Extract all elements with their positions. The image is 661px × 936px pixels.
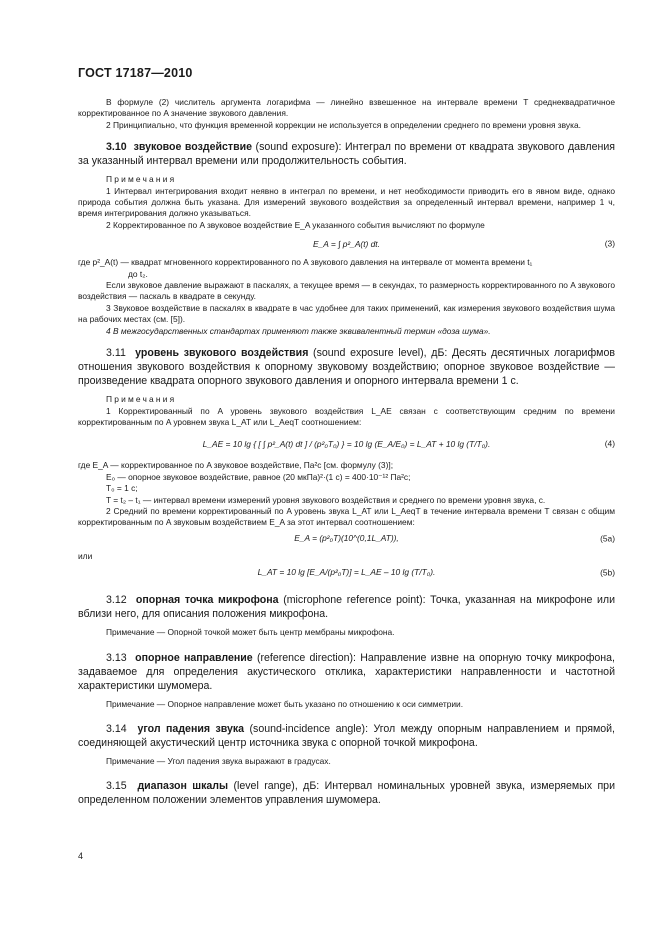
page-content bbox=[78, 97, 615, 807]
formula-4 bbox=[78, 428, 615, 460]
where-3-11-1: где E_A — корректированное по A звуковое воздействие, Па²с [см. формулу (3)]; bbox=[78, 460, 394, 471]
document-header: ГОСТ 17187—2010 bbox=[78, 66, 193, 80]
note-3-10-1: 1 Интервал интегрирования входит неявно в интеграл по времени, и нет необходимости приводить его в явном виде, однако природа события должна быть указана. Для измерений звукового воздействия за определенный интервал времени, например 1 ч, время интегрирования должно указываться. bbox=[78, 185, 615, 219]
note-3-10-2: 2 Корректированное по A звуковое воздействие E_A указанного события вычисляют по формуле bbox=[106, 219, 485, 230]
section-definition: (microphone reference point): Точка, указанная на микрофоне или вблизи него, для описания положения микрофона. bbox=[78, 594, 615, 621]
section-definition: (reference direction): Направление извне на опорную точку микрофона, задаваемое для определения акустического отклика, характеристики направленности и частотной характеристики шумомера. bbox=[78, 651, 615, 692]
section-number: 3.13 bbox=[106, 651, 127, 664]
or-label: или bbox=[78, 550, 93, 561]
section-3-11 bbox=[78, 346, 615, 388]
section-term: опорная точка микрофона bbox=[135, 594, 279, 607]
note-3-13: Примечание — Опорное направление может быть указано по отношению к оси симметрии. bbox=[106, 698, 464, 709]
formula-3 bbox=[78, 231, 615, 257]
where-3-10-1: где p²_A(t) — квадрат мгновенного корректированного по A звукового давления на интервале от момента времени t₁ bbox=[78, 257, 533, 268]
formula-5a-expression: E_A = (p²₀T)(10^(0,1L_AT)), bbox=[294, 533, 399, 544]
formula-4-number: (4) bbox=[604, 438, 615, 449]
page-number: 4 bbox=[78, 851, 84, 861]
section-term: диапазон шкалы bbox=[137, 780, 229, 793]
notes-label: Примечания bbox=[106, 174, 177, 185]
formula-5b-expression: L_AT = 10 lg [E_A/(p²₀T)] = L_AE – 10 lg (T/T₀). bbox=[257, 567, 436, 578]
section-definition: (level range), дБ: Интервал номинальных уровней звука, измеряемых при определенном положении элементов управления шумомера. bbox=[78, 780, 615, 807]
section-3-14 bbox=[78, 722, 615, 750]
note-3-14: Примечание — Угол падения звука выражают в градусах. bbox=[106, 755, 331, 766]
section-3-12 bbox=[78, 593, 615, 621]
section-number: 3.15 bbox=[106, 780, 127, 793]
note-3-10-3: 3 Звуковое воздействие в паскалях в квадрате в час удобнее для таких применений, как измерения звукового воздействия шума на рабочих местах (см. [5]). bbox=[78, 302, 615, 325]
section-term: звуковое воздействие bbox=[133, 141, 253, 154]
intro-note-2: 2 Принципиально, что функция временной коррекции не используется в определении среднего по времени уровня звука. bbox=[106, 119, 581, 130]
note-3-11-2: 2 Средний по времени корректированный по A уровень звука L_AT или L_AeqT в течение интервала времени T связан с общим корректированным по A звуковым воздействием E_A за этот интервал соотношением: bbox=[78, 505, 615, 528]
section-number: 3.10 bbox=[106, 141, 127, 154]
where-3-11-4: T = t₂ – t₁ — интервал времени измерений уровня звукового воздействия и среднего по времени уровня звука, с. bbox=[106, 494, 546, 505]
formula-5b-number: (5b) bbox=[600, 567, 615, 578]
formula-5a-number: (5a) bbox=[600, 533, 615, 544]
where-3-11-2: E₀ — опорное звуковое воздействие, равное (20 мкПа)²·(1 с) = 400·10⁻¹² Па²с; bbox=[106, 471, 411, 482]
formula-5b bbox=[78, 562, 615, 584]
notes-label: Примечания bbox=[106, 394, 177, 405]
section-number: 3.12 bbox=[106, 594, 127, 607]
section-definition: (sound exposure): Интеграл по времени от квадрата звукового давления за указанный интервал времени или продолжительность события. bbox=[78, 141, 615, 168]
section-number: 3.11 bbox=[106, 347, 126, 360]
formula-3-expression: E_A = ∫ p²_A(t) dt. bbox=[313, 238, 380, 249]
formula-3-number: (3) bbox=[604, 238, 615, 249]
note-3-11-1: 1 Корректированный по A уровень звукового воздействия L_AE связан с соответствующим средним по времени корректированным по A уровнем звука L_AT или L_AeqT соотношением: bbox=[78, 405, 615, 427]
where-3-10-2: до t₂. bbox=[128, 268, 148, 279]
section-3-15 bbox=[78, 779, 615, 807]
section-term: уровень звукового воздействия bbox=[135, 347, 309, 360]
note-3-12: Примечание — Опорной точкой может быть центр мембраны микрофона. bbox=[106, 627, 395, 638]
formula-5a bbox=[78, 529, 615, 549]
formula-4-expression: L_AE = 10 lg { [ ∫ p²_A(t) dt ] / (p²₀T₀) } = 10 lg (E_A/E₀) = L_AT + 10 lg (T/T₀). bbox=[202, 438, 491, 449]
note-3-10-4: 4 В межгосударственных стандартах применяют также эквивалентный термин «доза шума». bbox=[106, 325, 491, 336]
section-3-13 bbox=[78, 651, 615, 693]
section-definition: (sound-incidence angle): Угол между опорным направлением и прямой, соединяющей акустический центр источника звука с опорной точкой микрофона. bbox=[78, 722, 615, 749]
section-term: угол падения звука bbox=[137, 722, 245, 735]
section-number: 3.14 bbox=[106, 722, 127, 735]
section-definition: (sound exposure level), дБ: Десять десятичных логарифмов отношения звукового воздействия к опорному звуковому воздействию; опорное звуковое воздействие — произведение квадрата опорного звукового давления и опорного интервала времени 1 с. bbox=[78, 347, 615, 388]
section-term: опорное направление bbox=[135, 651, 253, 664]
para-3-10-units: Если звуковое давление выражают в паскалях, а текущее время — в секундах, то размерность корректированного по A звукового воздействия — паскаль в квадрате в секунду. bbox=[78, 280, 615, 302]
where-3-11-3: T₀ = 1 с; bbox=[106, 483, 138, 494]
section-3-10 bbox=[78, 140, 615, 168]
intro-note-1: В формуле (2) числитель аргумента логарифма — линейно взвешенное на интервале времени T среднеквадратичное корректированное по A значение звукового давления. bbox=[78, 97, 615, 119]
